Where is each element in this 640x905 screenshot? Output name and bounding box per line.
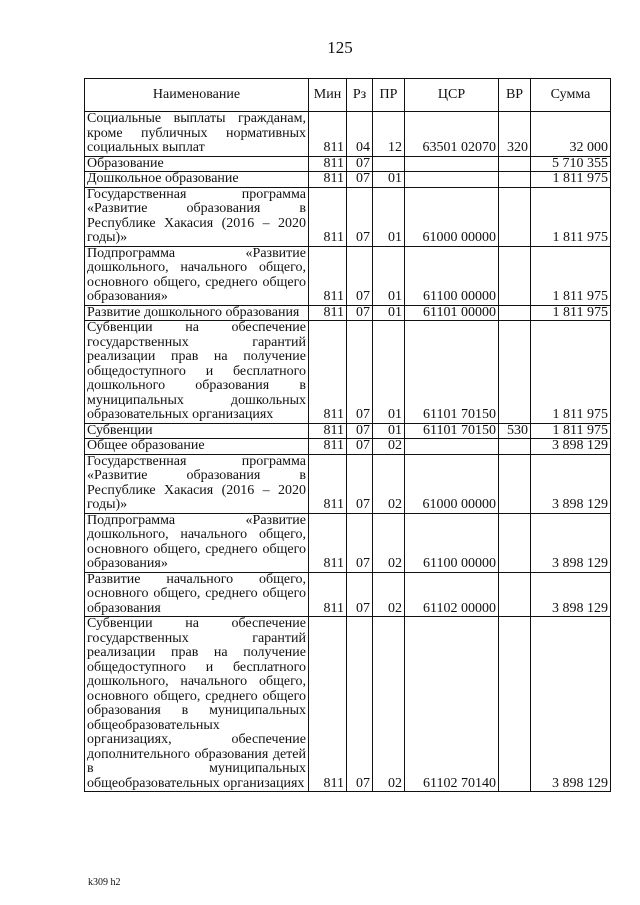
row-name: Социальные выплаты гражданам, кроме публичных нормативных социальных выплат <box>85 112 309 157</box>
row-sum: 3 898 129 <box>531 439 611 455</box>
header-sum: Сумма <box>531 79 611 112</box>
row-rz: 04 <box>347 112 373 157</box>
row-min: 811 <box>309 172 347 188</box>
row-vr <box>499 617 531 792</box>
footer-code: k309 h2 <box>88 877 121 888</box>
table-row <box>85 246 611 305</box>
row-rz: 07 <box>347 156 373 172</box>
row-min: 811 <box>309 156 347 172</box>
row-csr: 61100 00000 <box>405 246 499 305</box>
row-csr: 61102 00000 <box>405 572 499 617</box>
row-name: Субвенции на обеспечение государственных гарантий реализации прав на получение общедоступного и бесплатного дошкольного, начального общего, основного общего, среднего общего образования в муниципальных общеобразовательных организациях, обеспечение дополнительного образования детей в муниципальных общеобразовательных организациях <box>85 617 309 792</box>
row-csr: 61101 00000 <box>405 305 499 321</box>
row-vr <box>499 246 531 305</box>
row-name: Субвенции на обеспечение государственных гарантий реализации прав на получение общедоступного и бесплатного дошкольного образования в муниципальных дошкольных образовательных организациях <box>85 321 309 424</box>
row-pr: 12 <box>373 112 405 157</box>
row-min: 811 <box>309 617 347 792</box>
row-name: Подпрограмма «Развитие дошкольного, начального общего, основного общего, среднего общего образования» <box>85 513 309 572</box>
table-row <box>85 454 611 513</box>
row-pr: 02 <box>373 513 405 572</box>
row-min: 811 <box>309 454 347 513</box>
row-sum: 3 898 129 <box>531 454 611 513</box>
row-vr <box>499 439 531 455</box>
row-csr <box>405 156 499 172</box>
row-rz: 07 <box>347 321 373 424</box>
row-name: Общее образование <box>85 439 309 455</box>
row-vr <box>499 187 531 246</box>
table-header-row <box>85 79 611 112</box>
row-rz: 07 <box>347 439 373 455</box>
table-row <box>85 172 611 188</box>
header-pr: ПР <box>373 79 405 112</box>
row-vr <box>499 156 531 172</box>
row-rz: 07 <box>347 513 373 572</box>
row-sum: 5 710 355 <box>531 156 611 172</box>
header-rz: Рз <box>347 79 373 112</box>
row-min: 811 <box>309 439 347 455</box>
table-row <box>85 305 611 321</box>
row-sum: 3 898 129 <box>531 513 611 572</box>
row-min: 811 <box>309 572 347 617</box>
row-vr <box>499 454 531 513</box>
row-pr: 02 <box>373 439 405 455</box>
row-name: Развитие начального общего, основного общего, среднего общего образования <box>85 572 309 617</box>
row-sum: 1 811 975 <box>531 187 611 246</box>
table-row <box>85 112 611 157</box>
table-row <box>85 513 611 572</box>
row-pr: 01 <box>373 187 405 246</box>
table-row <box>85 439 611 455</box>
row-min: 811 <box>309 112 347 157</box>
row-vr <box>499 513 531 572</box>
table-row <box>85 572 611 617</box>
row-vr: 320 <box>499 112 531 157</box>
row-name: Государственная программа «Развитие образования в Республике Хакасия (2016 – 2020 годы)» <box>85 454 309 513</box>
row-sum: 1 811 975 <box>531 321 611 424</box>
budget-table <box>84 78 611 792</box>
row-csr: 61000 00000 <box>405 454 499 513</box>
row-csr <box>405 172 499 188</box>
header-min: Мин <box>309 79 347 112</box>
row-csr: 61101 70150 <box>405 423 499 439</box>
row-sum: 3 898 129 <box>531 572 611 617</box>
row-sum: 3 898 129 <box>531 617 611 792</box>
row-name: Образование <box>85 156 309 172</box>
header-name: Наименование <box>85 79 309 112</box>
header-vr: ВР <box>499 79 531 112</box>
row-rz: 07 <box>347 423 373 439</box>
row-pr: 01 <box>373 246 405 305</box>
row-vr <box>499 172 531 188</box>
row-rz: 07 <box>347 454 373 513</box>
row-csr: 61100 00000 <box>405 513 499 572</box>
row-vr <box>499 572 531 617</box>
row-rz: 07 <box>347 246 373 305</box>
row-rz: 07 <box>347 187 373 246</box>
row-min: 811 <box>309 321 347 424</box>
row-vr: 530 <box>499 423 531 439</box>
row-min: 811 <box>309 246 347 305</box>
row-csr: 63501 02070 <box>405 112 499 157</box>
row-rz: 07 <box>347 617 373 792</box>
page-number: 125 <box>327 38 353 57</box>
row-pr: 02 <box>373 454 405 513</box>
row-csr <box>405 439 499 455</box>
row-min: 811 <box>309 513 347 572</box>
row-rz: 07 <box>347 305 373 321</box>
row-pr: 01 <box>373 423 405 439</box>
row-pr: 01 <box>373 321 405 424</box>
row-rz: 07 <box>347 572 373 617</box>
row-name: Государственная программа «Развитие образования в Республике Хакасия (2016 – 2020 годы)» <box>85 187 309 246</box>
row-name: Развитие дошкольного образования <box>85 305 309 321</box>
row-min: 811 <box>309 305 347 321</box>
header-csr: ЦСР <box>405 79 499 112</box>
row-csr: 61101 70150 <box>405 321 499 424</box>
row-pr <box>373 156 405 172</box>
row-min: 811 <box>309 187 347 246</box>
row-name: Субвенции <box>85 423 309 439</box>
row-csr: 61000 00000 <box>405 187 499 246</box>
row-sum: 1 811 975 <box>531 246 611 305</box>
table-row <box>85 321 611 424</box>
table-row <box>85 617 611 792</box>
row-sum: 1 811 975 <box>531 423 611 439</box>
table-row <box>85 156 611 172</box>
row-pr: 02 <box>373 572 405 617</box>
row-pr: 01 <box>373 305 405 321</box>
row-csr: 61102 70140 <box>405 617 499 792</box>
row-name: Подпрограмма «Развитие дошкольного, начального общего, основного общего, среднего общего образования» <box>85 246 309 305</box>
row-sum: 1 811 975 <box>531 305 611 321</box>
row-pr: 01 <box>373 172 405 188</box>
table-row <box>85 423 611 439</box>
row-min: 811 <box>309 423 347 439</box>
row-name: Дошкольное образование <box>85 172 309 188</box>
row-sum: 1 811 975 <box>531 172 611 188</box>
row-vr <box>499 321 531 424</box>
row-rz: 07 <box>347 172 373 188</box>
row-pr: 02 <box>373 617 405 792</box>
row-sum: 32 000 <box>531 112 611 157</box>
table-row <box>85 187 611 246</box>
row-vr <box>499 305 531 321</box>
